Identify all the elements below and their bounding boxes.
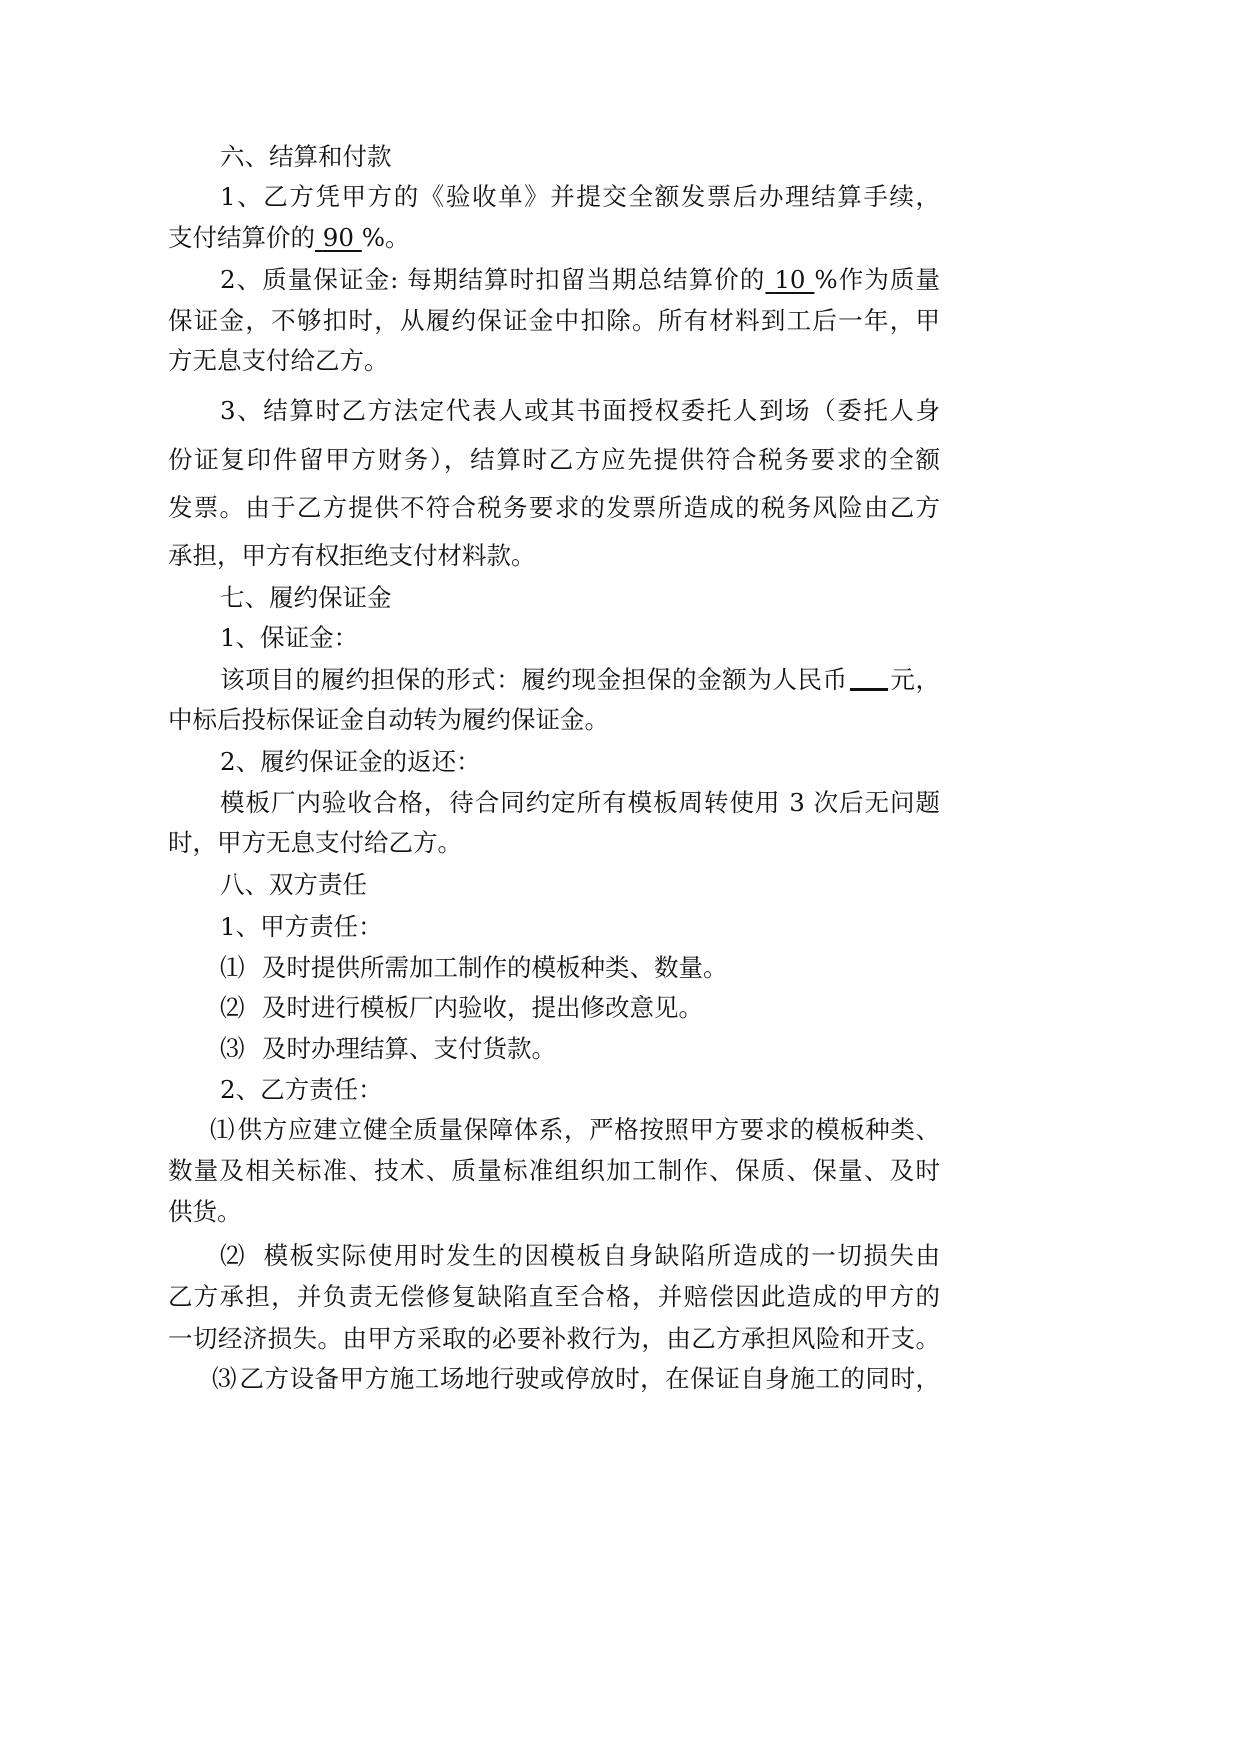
party-b-item-1-line-1 [210,1112,940,1148]
party-b-item-1-line-2: 数量及相关标准、技术、质量标准组织加工制作、保质、保量、及时 [168,1156,940,1185]
party-b-title: 2、乙方责任： [220,1075,383,1104]
item-number: ⑵ [220,993,245,1022]
item-text: 及时进行模板厂内验收，提出修改意见。 [262,993,703,1022]
bond-clause-1-title: 1、保证金： [220,623,359,652]
item-number: ⑵ [220,1241,245,1270]
bond-clause-2-title: 2、履约保证金的返还： [220,747,481,776]
bond-clause-1-line-2: 中标后投标保证金自动转为履约保证金。 [168,705,609,734]
clause-text: %。 [361,223,410,252]
settlement-clause-3-line-2: 份证复印件留甲方财务），结算时乙方应先提供符合税务要求的全额 [168,445,940,474]
settlement-clause-1-line-2 [168,220,940,256]
item-number: ⑴ [220,953,245,982]
settlement-clause-1-line-1: 1、乙方凭甲方的《验收单》并提交全额发票后办理结算手续， [220,182,940,211]
party-a-item-1 [220,950,940,986]
space [805,788,814,817]
clause-text: 模板厂内验收合格，待合同约定所有模板周转使用 [220,788,781,817]
settlement-clause-2-line-1 [220,262,940,298]
section-heading: 六、结算和付款 [220,142,392,171]
party-b-item-2-line-2: 乙方承担，并负责无偿修复缺陷直至合格，并赔偿因此造成的甲方的 [168,1282,940,1311]
party-b-item-1-line-3: 供货。 [168,1197,242,1226]
party-a-title: 1、甲方责任： [220,912,383,941]
item-text: 及时提供所需加工制作的模板种类、数量。 [262,953,728,982]
item-text: 供方应建立健全质量保障体系，严格按照甲方要求的模板种类、 [237,1115,940,1144]
item-number: ⑶ [212,1364,237,1393]
space [780,788,789,817]
clause-text: 该项目的履约担保的形式：履约现金担保的金额为人民币 [220,665,848,694]
section-heading: 七、履约保证金 [220,583,392,612]
item-text: 乙方设备甲方施工场地行驶或停放时，在保证自身施工的同时， [239,1364,940,1393]
settlement-clause-3-line-3: 发票。由于乙方提供不符合税务要求的发票所造成的税务风险由乙方 [168,493,940,522]
party-a-item-3 [220,1031,940,1067]
bond-clause-2-line-1 [220,785,940,821]
item-number: ⑴ [210,1115,235,1144]
item-text: 及时办理结算、支付货款。 [262,1034,556,1063]
bond-clause-1-line-1 [220,662,940,698]
clause-text: 元， [889,665,941,694]
item-text: 模板实际使用时发生的因模板自身缺陷所造成的一切损失由 [262,1241,940,1270]
bond-amount-blank [850,668,888,691]
party-b-item-3-line-1 [212,1361,940,1397]
clause-text: 2、质量保证金: 每期结算时扣留当期总结算价的 [220,265,766,294]
settlement-clause-2-line-2: 保证金，不够扣时，从履约保证金中扣除。所有材料到工后一年，甲 [168,306,940,335]
settlement-clause-3-line-1: 3、结算时乙方法定代表人或其书面授权委托人到场（委托人身 [220,396,940,425]
settlement-clause-3-line-4: 承担，甲方有权拒绝支付材料款。 [168,541,536,570]
item-number: ⑶ [220,1034,245,1063]
party-b-item-2-line-1 [220,1238,940,1274]
payment-percent-blank: 90 [322,223,354,252]
clause-text: 次后无问题 [813,788,940,817]
section-heading: 八、双方责任 [220,870,367,899]
clause-text: 支付结算价的 [168,223,315,252]
retention-percent-blank: 10 [774,265,806,294]
settlement-clause-2-line-3: 方无息支付给乙方。 [168,346,389,375]
turnover-count: 3 [789,788,805,817]
party-a-item-2 [220,990,940,1026]
clause-text: %作为质量 [814,265,940,294]
party-b-item-2-line-3: 一切经济损失。由甲方采取的必要补救行为，由乙方承担风险和开支。 [168,1324,940,1353]
bond-clause-2-line-2: 时，甲方无息支付给乙方。 [168,828,462,857]
